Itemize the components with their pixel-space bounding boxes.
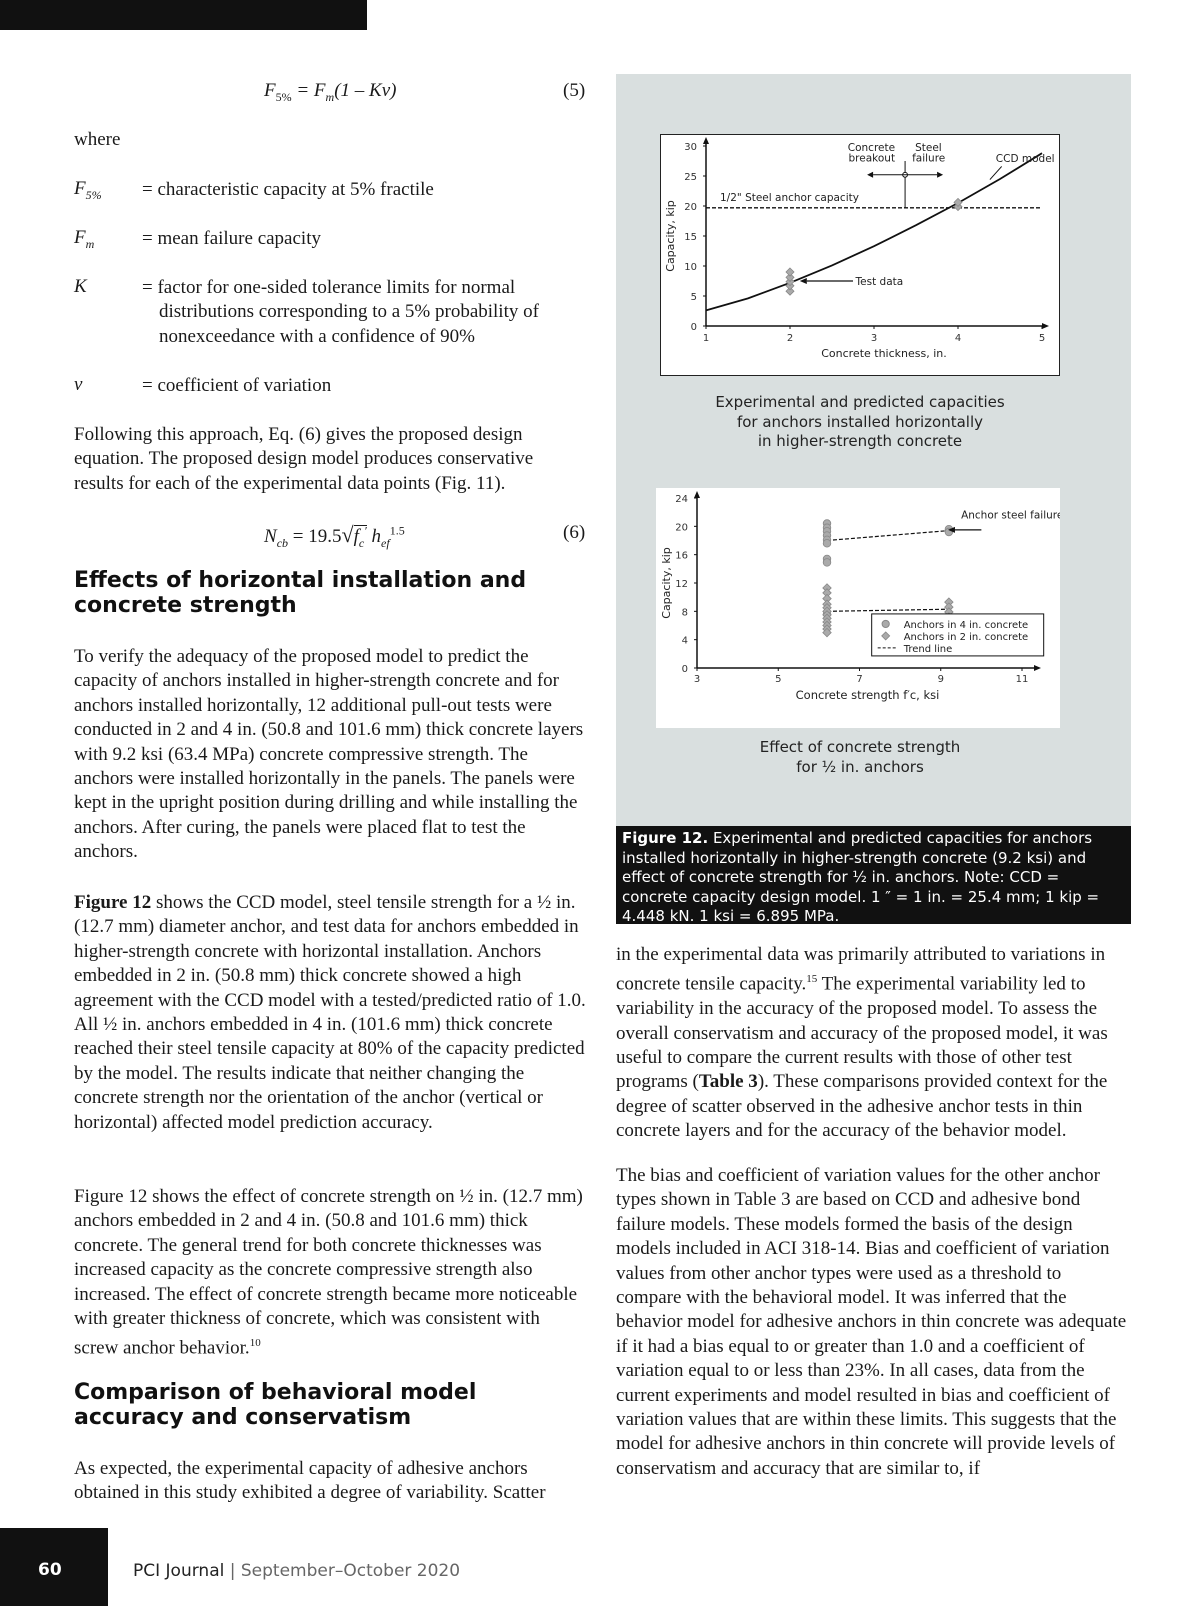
y-tick-label: 12 bbox=[675, 579, 688, 590]
y-axis-label: Capacity, kip bbox=[664, 200, 677, 272]
breakout-label-1: Concrete bbox=[847, 141, 896, 154]
def-symbol-fm: $F_m$ bbox=[74, 227, 95, 251]
def-text-f5: = characteristic capacity at 5% fractile bbox=[142, 179, 434, 200]
equation-6-number: (6) bbox=[563, 522, 586, 543]
def-text-nu: = coefficient of variation bbox=[142, 375, 332, 396]
figure-12-caption: Figure 12. Experimental and predicted capacities for anchors installed horizontally in higher-strength concrete (9.2 ksi) and effect of concrete strength for ½ in. anchors. Note: CCD = concrete capacity design model. 1 ″ = 1 in. = 25.4 mm; 1 kip = 4.448 kN. 1 ksi = 6.895 MPa. bbox=[616, 826, 1131, 924]
y-axis-label: Capacity, kip bbox=[660, 547, 673, 619]
header-bar bbox=[0, 0, 367, 30]
journal-footer: PCI Journal | September–October 2020 bbox=[133, 1561, 461, 1581]
anchor-steel-failures-label: Anchor steel failures bbox=[961, 509, 1060, 522]
paragraph-concrete-strength-effect: Figure 12 shows the effect of concrete strength on ½ in. (12.7 mm) anchors embedded in 2 and 4 in. (50.8 and 101.6 mm) thick concrete. The general trend for both concrete thicknesses was increased capacity as the concrete compressive strength also increased. The effect of concrete strength became more noticeable with greater thickness of concrete, which was consistent with screw anchor behavior.$^{10}$ bbox=[74, 1186, 583, 1359]
y-tick-label: 4 bbox=[681, 635, 688, 647]
ccd-model-label: CCD model bbox=[995, 153, 1055, 166]
def-text-fm: = mean failure capacity bbox=[142, 228, 321, 249]
paragraph-bias-cov: The bias and coefficient of variation values for the other anchor types shown in Table 3 are based on CCD and adhesive bond failure models. These models formed the basis of the design models included in ACI 318-14. Bias and coefficient of variation values from other anchor types were used as a threshold to compare with the behavioral model. It was inferred that the behavior model for adhesive anchors in thin concrete was adequate if it had a bias equal to or greater than 1.0 and a coefficient of variation equal to or less than 23%. In all cases, data from the current experiments and model resulted in bias and coefficient of variation values that are within these limits. This suggests that the model for adhesive anchors in thin concrete will provide levels of conservatism and accuracy that are similar to, if bbox=[616, 1165, 1127, 1479]
section-heading-horizontal-installation: Effects of horizontal installation and concrete strength bbox=[74, 568, 527, 618]
test-data-label: Test data bbox=[855, 276, 904, 288]
trend-line bbox=[827, 609, 949, 611]
section-heading-comparison: Comparison of behavioral model accuracy and conservatism bbox=[74, 1380, 477, 1430]
failure-label-2: failure bbox=[912, 152, 946, 165]
legend-4in-label: Anchors in 4 in. concrete bbox=[903, 619, 1029, 631]
y-tick-label: 20 bbox=[684, 202, 697, 213]
subfigure-2-caption: Effect of concrete strength for ½ in. anchors bbox=[759, 738, 961, 776]
subfigure-1-caption: Experimental and predicted capacities for anchors installed horizontally in higher-strength concrete bbox=[715, 393, 1005, 450]
failure-arrowhead bbox=[937, 172, 943, 178]
y-tick-label: 0 bbox=[681, 664, 688, 675]
y-tick-label: 25 bbox=[684, 172, 697, 183]
equation-6: $N_{cb} = 19.5√f_c'$ $h_{ef}^{1.5}$ bbox=[264, 522, 405, 550]
where-label: where bbox=[74, 129, 121, 150]
def-symbol-k: K bbox=[74, 276, 87, 297]
y-tick-label: 15 bbox=[684, 232, 697, 243]
x-tick-label: 11 bbox=[1015, 674, 1029, 685]
breakout-arrowhead bbox=[867, 172, 873, 178]
y-tick-label: 30 bbox=[684, 142, 697, 153]
y-tick-label: 16 bbox=[675, 550, 688, 562]
paragraph-verify-adequacy: To verify the adequacy of the proposed model to predict the capacity of anchors installed in higher-strength concrete and for anchors installed horizontally, 12 additional pull-out tests were conducted in 2 and 4 in. (50.8 and 101.6 mm) thick concrete layers with 9.2 ksi (63.4 MPa) concrete compressive strength. The anchors were installed horizontally in the panels. The panels were kept in the upright position during drilling and while installing the anchors. After curing, the panels were placed flat to test the anchors. bbox=[74, 646, 584, 863]
failure-label-1: Steel bbox=[915, 141, 942, 154]
sqrt-icon: √ bbox=[341, 522, 354, 547]
test-data-point bbox=[786, 268, 794, 276]
equation-5-number: (5) bbox=[563, 80, 586, 101]
x-axis-arrow bbox=[1042, 323, 1049, 329]
x-tick-label: 5 bbox=[1038, 333, 1046, 344]
steel-capacity-label: 1/2" Steel anchor capacity bbox=[720, 191, 859, 204]
paragraph-figure12-ccd: Figure 12 shows the CCD model, steel tensile strength for a ½ in. (12.7 mm) diameter anchor, and test data for anchors embedded in higher-strength concrete with horizontal installation. Anchors embedded in 2 in. (50.8 mm) thick concrete showed a high agreement with the CCD model with a tested/predicted ratio of 1.0. All ½ in. anchors embedded in 4 in. (101.6 mm) thick concrete reached their steel tensile capacity at 80% of the capacity predicted by the model. The results indicate that neither changing the concrete strength nor the orientation of the anchor (vertical or horizontal) affected model prediction accuracy. bbox=[74, 892, 586, 1133]
chart-1-box bbox=[660, 134, 1060, 376]
x-tick-label: 9 bbox=[937, 674, 944, 685]
y-tick-label: 10 bbox=[684, 262, 697, 273]
equation-5: $F_{5\%} = F_m(1 - K\nu)$ bbox=[264, 80, 397, 104]
legend-2in-label: Anchors in 2 in. concrete bbox=[903, 631, 1029, 643]
trend-line bbox=[827, 531, 949, 541]
paragraph-expected-variability: As expected, the experimental capacity of adhesive anchors obtained in this study exhibited a degree of variability. Scatter bbox=[74, 1458, 546, 1504]
def-text-k: = factor for one-sided tolerance limits for normal distributions corresponding to a 5% probability of nonexceedance with a confidence of 90% bbox=[142, 277, 539, 347]
y-axis-arrow bbox=[703, 137, 709, 144]
x-tick-label: 4 bbox=[954, 333, 962, 344]
y-tick-label: 24 bbox=[675, 494, 688, 505]
x-axis-label: Concrete strength f′c, ksi bbox=[795, 688, 940, 702]
y-tick-label: 20 bbox=[675, 522, 688, 534]
def-symbol-nu: ν bbox=[74, 374, 83, 395]
anchor-4in-point bbox=[823, 540, 831, 548]
page-number: 60 bbox=[38, 1560, 62, 1580]
x-tick-label: 5 bbox=[775, 674, 782, 685]
y-tick-label: 0 bbox=[690, 322, 697, 333]
paragraph-approach: Following this approach, Eq. (6) gives the proposed design equation. The proposed design model produces conservative results for each of the experimental data points (Fig. 11). bbox=[74, 424, 534, 494]
x-tick-label: 3 bbox=[693, 674, 701, 685]
paragraph-scatter-variation: in the experimental data was primarily attributed to variations in concrete tensile capacity.$^{15}$ The experimental variability led to variability in the accuracy of the proposed model. To assess the overall conservatism and accuracy of the proposed model, it was useful to compare the current results with those of other test programs (Table 3). These comparisons provided context for the degree of scatter observed in the adhesive anchor tests in thin concrete layers and for the accuracy of the behavior model. bbox=[616, 944, 1108, 1142]
chart-strength bbox=[656, 488, 1060, 728]
y-tick-label: 8 bbox=[681, 607, 688, 619]
ccd-model-pointer bbox=[990, 166, 1002, 179]
anchor-4in-point bbox=[823, 559, 831, 567]
chart-thickness bbox=[660, 134, 1060, 376]
chart-2-box bbox=[656, 488, 1060, 728]
breakout-label-2: breakout bbox=[848, 152, 896, 165]
x-tick-label: 2 bbox=[786, 333, 794, 344]
x-axis-label: Concrete thickness, in. bbox=[821, 347, 947, 360]
x-tick-label: 3 bbox=[870, 333, 878, 344]
x-tick-label: 1 bbox=[702, 333, 710, 344]
y-tick-label: 5 bbox=[690, 292, 697, 303]
chart-1-frame bbox=[661, 135, 1060, 376]
y-axis-arrow bbox=[694, 491, 700, 498]
x-tick-label: 7 bbox=[856, 674, 863, 685]
legend-circle-icon bbox=[882, 620, 889, 627]
x-axis-arrow bbox=[1034, 665, 1041, 671]
def-symbol-f5: $F_{5\%}$ bbox=[74, 178, 102, 202]
legend-trend-label: Trend line bbox=[903, 643, 953, 655]
